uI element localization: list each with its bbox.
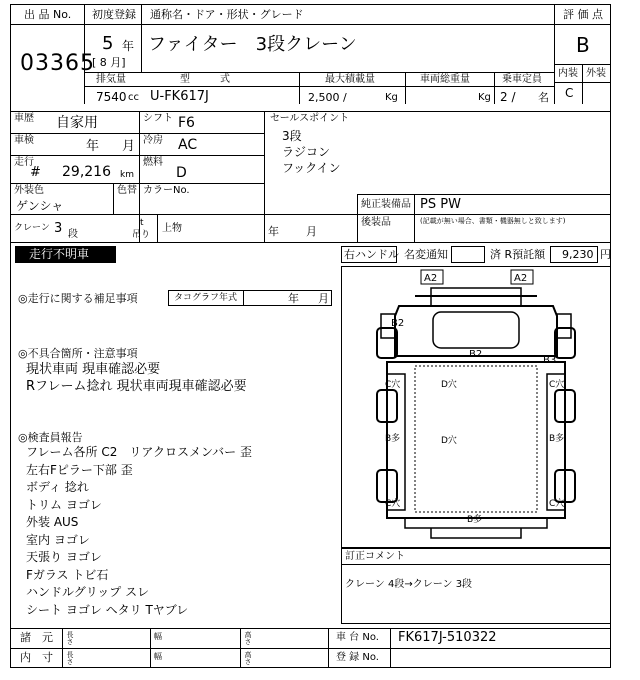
sales-point-item: ラジコン [282, 145, 331, 159]
defects-label: ◎不具合箇所・注意事項 [18, 347, 138, 360]
damage-mark-b2-center: B2 [469, 349, 483, 360]
defect-item: Rフレーム捻れ 現状車両現車確認必要 [26, 379, 247, 394]
ac-value: AC [178, 137, 198, 153]
sales-points-label: セールスポイント [270, 113, 350, 124]
hoist-month: 月 [306, 225, 317, 238]
width-label-1: 幅 [154, 632, 162, 641]
damage-mark-b-rear: B多 [467, 515, 483, 525]
color-no-label: カラーNo. [143, 185, 190, 196]
max-load-label: 最大積載量 [325, 74, 375, 85]
sales-point-item: 3段 [282, 129, 302, 143]
tacho-month-unit: 月 [318, 292, 329, 305]
inspection-year-unit: 年 [86, 139, 100, 154]
inspector-item: トリム ヨゴレ [26, 497, 102, 512]
capacity-unit: 名 [538, 91, 549, 104]
model-label: 型 式 [180, 74, 230, 85]
shift-label: シフト [143, 113, 173, 124]
sales-point-item: フックイン [282, 161, 341, 175]
mileage-hash: # [30, 165, 41, 180]
damage-mark-c-left-1: C穴 [385, 380, 401, 390]
name-change-box [451, 246, 485, 263]
max-load-unit: Kg [385, 92, 398, 103]
interior-dims-label: 内 寸 [20, 651, 53, 664]
correction-label: 訂正コメント [345, 551, 405, 562]
inspection-month-unit: 月 [122, 139, 136, 154]
registration-label: 登 録 No. [336, 652, 379, 663]
crane-stages: 3 [54, 221, 63, 236]
inspector-item: ボディ 捻れ [26, 480, 89, 494]
inspector-item: Fガラス トビ石 [26, 567, 109, 582]
std-equip-label: 純正装備品 [361, 199, 411, 210]
capacity-value: 2 / [500, 90, 516, 104]
name-label: 通称名・ドア・形状・グレード [150, 8, 304, 21]
crane-label: クレーン [14, 223, 50, 233]
length-label-2: 長さ [66, 651, 74, 665]
deposit-value: 9,230 [562, 248, 594, 261]
hoist-label: 上物 [162, 223, 182, 234]
damage-mark-c-left-2: C穴 [385, 499, 401, 509]
name-change-label: 名変通知 [404, 248, 448, 261]
width-label-2: 幅 [154, 652, 162, 661]
grade-label: 評 価 点 [563, 8, 603, 21]
damage-mark-b-left: B多 [385, 434, 401, 444]
tachograph-label: タコグラフ年式 [174, 293, 238, 303]
length-label-1: 長さ [66, 631, 74, 645]
lot-label: 出 品 No. [24, 8, 72, 21]
chassis-label: 車 台 No. [336, 632, 379, 643]
inspector-item: 室内 ヨゴレ [26, 532, 90, 547]
displacement-label: 排気量 [96, 74, 126, 85]
steering: 右ハンドル [344, 248, 399, 261]
spec-dims-label: 諸 元 [20, 631, 53, 644]
damage-mark-d-1: D穴 [441, 380, 457, 390]
exterior-grade-label: 外装 [586, 68, 606, 79]
overall-grade: B [576, 33, 590, 57]
shift-value: F6 [178, 115, 195, 131]
mileage-unit: km [120, 170, 134, 180]
damage-mark-d-2: D穴 [441, 436, 457, 446]
damage-mark-a2-right: A2 [514, 273, 528, 284]
history-label: 車歴 [14, 113, 34, 124]
tax-deposit-label: 済 R預託額 [490, 248, 546, 261]
aftermarket-note: (記載が無い場合、書類・機器無しと致します) [420, 217, 566, 225]
crane-ton-unit: t [140, 218, 144, 228]
inspector-item: 左右Fピラー下部 歪 [26, 462, 133, 477]
mileage-value: 29,216 [62, 164, 111, 180]
year-unit: 年 [122, 39, 135, 53]
gross-weight-label: 車両総重量 [420, 74, 470, 85]
gross-weight-unit: Kg [478, 92, 491, 103]
mileage-label: 走行 [14, 157, 34, 168]
damage-mark-b2-left: B2 [391, 318, 405, 329]
exterior-color-label: 外装色 [14, 185, 44, 196]
aftermarket-label: 後装品 [361, 217, 391, 228]
hoist-year: 年 [268, 225, 279, 238]
defect-item: 現状車両 現車確認必要 [26, 362, 161, 377]
vehicle-name: ファイター 3段クレーン [148, 34, 357, 55]
inspection-label: 車検 [14, 135, 34, 146]
tacho-year-unit: 年 [288, 292, 299, 305]
damage-mark-a2-left: A2 [424, 273, 438, 284]
height-label-2: 高さ [244, 651, 252, 665]
max-load-value: 2,500 / [308, 91, 347, 104]
inspector-item: シート ヨゴレ ヘタリ Tヤブレ [26, 602, 189, 617]
first-reg-month: [ 8 月] [92, 56, 126, 69]
lot-number: 03365 [20, 51, 95, 76]
inspector-item: 天張り ヨゴレ [26, 550, 102, 564]
damage-mark-c-right-2: C穴 [549, 499, 565, 509]
displacement-unit: cc [128, 92, 139, 103]
model-value: U-FK617J [150, 89, 209, 104]
fuel-value: D [176, 165, 187, 181]
damage-mark-c-right-1: C穴 [549, 380, 565, 390]
vehicle-diagram [341, 266, 611, 548]
crane-stage-unit: 段 [68, 229, 78, 240]
interior-grade: C [565, 86, 574, 100]
correction-text: クレーン 4段→クレーン 3段 [345, 579, 473, 590]
fuel-label: 燃料 [143, 157, 163, 168]
first-reg-year: 5 [102, 33, 114, 54]
mileage-supplement-label: ◎走行に関する補足事項 [18, 292, 138, 305]
height-label-1: 高さ [244, 631, 252, 645]
displacement-value: 7540 [96, 90, 127, 104]
std-equip-value: PS PW [420, 197, 461, 212]
yen-unit: 円 [600, 248, 611, 261]
interior-grade-label: 内装 [558, 68, 578, 79]
inspector-label: ◎検査員報告 [18, 431, 83, 444]
inspector-item: フレーム各所 C2 リアクロスメンバー 歪 [26, 445, 252, 459]
crane-lift-unit: 吊り [132, 230, 151, 240]
chassis-value: FK617J-510322 [398, 630, 497, 645]
history-value: 自家用 [56, 115, 98, 131]
mileage-unknown-badge: 走行不明車 [15, 246, 116, 263]
color-code-label: 色替 [117, 185, 137, 196]
inspector-item: ハンドルグリップ スレ [26, 585, 150, 599]
ac-label: 冷房 [143, 135, 163, 146]
damage-mark-b-right: B多 [549, 434, 565, 444]
damage-mark-b3: B3 [543, 355, 557, 366]
first-reg-label: 初度登録 [92, 8, 136, 21]
inspector-item: 外装 AUS [26, 515, 79, 529]
exterior-color-value: ゲンシャ [16, 199, 64, 213]
capacity-label: 乗車定員 [502, 74, 542, 85]
